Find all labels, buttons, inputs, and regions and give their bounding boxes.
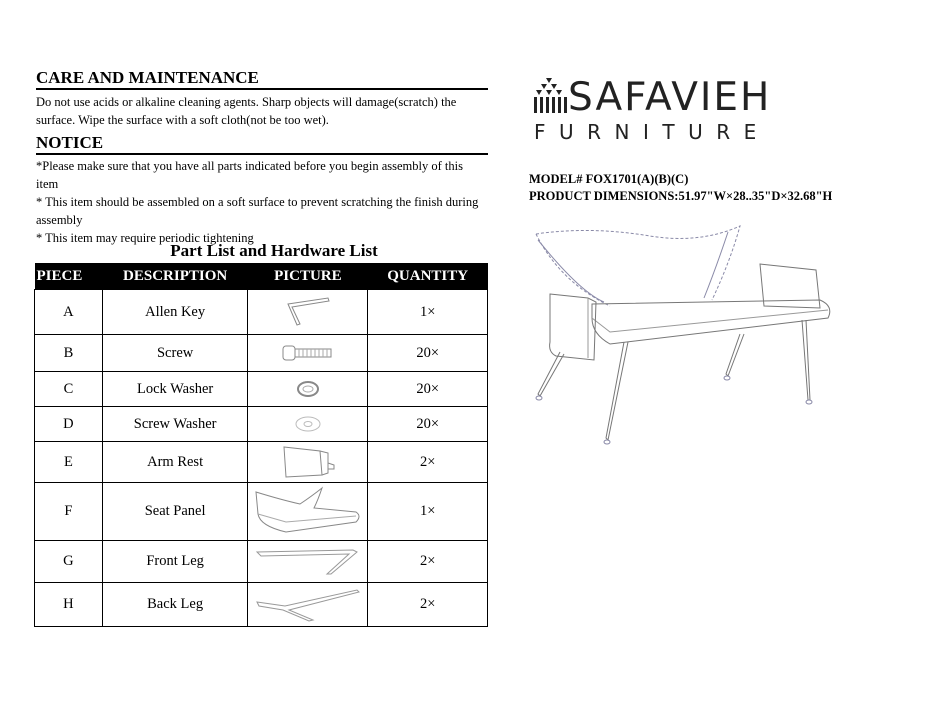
- piece-cell: B: [35, 335, 103, 372]
- description-cell: Back Leg: [102, 583, 248, 627]
- seat-panel-icon: [252, 486, 364, 538]
- care-heading: CARE AND MAINTENANCE: [36, 68, 488, 90]
- back-leg-icon: [253, 586, 363, 624]
- picture-cell: [248, 541, 368, 583]
- piece-cell: E: [35, 442, 103, 483]
- product-dimensions: PRODUCT DIMENSIONS:51.97"W×28..35"D×32.68"H: [529, 189, 833, 203]
- brand-tagline: FURNITURE: [534, 120, 770, 144]
- description-cell: Lock Washer: [102, 372, 248, 407]
- care-text-line-2: surface. Wipe the surface with a soft cloth(not be too wet).: [36, 113, 329, 127]
- description-cell: Seat Panel: [102, 483, 248, 541]
- front-leg-icon: [253, 544, 363, 580]
- screw-washer-icon: [288, 413, 328, 435]
- description-cell: Allen Key: [102, 290, 248, 335]
- piece-cell: H: [35, 583, 103, 627]
- model-number: MODEL# FOX1701(A)(B)(C): [529, 172, 689, 186]
- piece-cell: C: [35, 372, 103, 407]
- quantity-cell: 2×: [368, 583, 488, 627]
- header-description: DESCRIPTION: [102, 263, 248, 290]
- quantity-cell: 1×: [368, 483, 488, 541]
- description-cell: Screw: [102, 335, 248, 372]
- picture-cell: [248, 483, 368, 541]
- picture-cell: [248, 290, 368, 335]
- quantity-cell: 20×: [368, 372, 488, 407]
- notice-line-2: item: [36, 177, 59, 191]
- header-piece: PIECE: [35, 263, 103, 290]
- notice-line-3: * This item should be assembled on a soft surface to prevent scratching the finish during: [36, 195, 479, 209]
- quantity-cell: 2×: [368, 442, 488, 483]
- piece-cell: F: [35, 483, 103, 541]
- table-row: [35, 290, 488, 335]
- parts-table: [34, 263, 488, 627]
- description-cell: Arm Rest: [102, 442, 248, 483]
- picture-cell: [248, 335, 368, 372]
- table-row: [35, 442, 488, 483]
- picture-cell: [248, 372, 368, 407]
- header-quantity: QUANTITY: [368, 263, 488, 290]
- piece-cell: D: [35, 407, 103, 442]
- quantity-cell: 20×: [368, 407, 488, 442]
- parts-table-header: [35, 263, 488, 290]
- table-row: [35, 407, 488, 442]
- quantity-cell: 20×: [368, 335, 488, 372]
- bench-illustration: [530, 222, 840, 450]
- part-list-title: Part List and Hardware List: [170, 241, 378, 260]
- piece-cell: G: [35, 541, 103, 583]
- quantity-cell: 2×: [368, 541, 488, 583]
- picture-cell: [248, 583, 368, 627]
- instructions-column: [36, 68, 488, 247]
- screw-icon: [278, 342, 338, 364]
- table-row: [35, 335, 488, 372]
- notice-line-1: *Please make sure that you have all parts indicated before you begin assembly of this: [36, 159, 463, 173]
- table-row: [35, 583, 488, 627]
- piece-cell: A: [35, 290, 103, 335]
- table-row: [35, 541, 488, 583]
- quantity-cell: 1×: [368, 290, 488, 335]
- care-text-line-1: Do not use acids or alkaline cleaning agents. Sharp objects will damage(scratch) the: [36, 95, 457, 109]
- picture-cell: [248, 407, 368, 442]
- lock-washer-icon: [288, 378, 328, 400]
- arm-rest-icon: [278, 443, 338, 481]
- notice-heading: NOTICE: [36, 133, 488, 155]
- notice-line-5: * This item may require periodic tightening: [36, 231, 254, 245]
- brand-name: SAFAVIEH: [568, 75, 772, 120]
- table-row: [35, 483, 488, 541]
- allen-key-icon: [278, 294, 338, 330]
- table-row: [35, 372, 488, 407]
- description-cell: Screw Washer: [102, 407, 248, 442]
- safavieh-logo-mark-icon: [532, 78, 568, 118]
- header-picture: PICTURE: [248, 263, 368, 290]
- picture-cell: [248, 442, 368, 483]
- notice-line-4: assembly: [36, 213, 83, 227]
- description-cell: Front Leg: [102, 541, 248, 583]
